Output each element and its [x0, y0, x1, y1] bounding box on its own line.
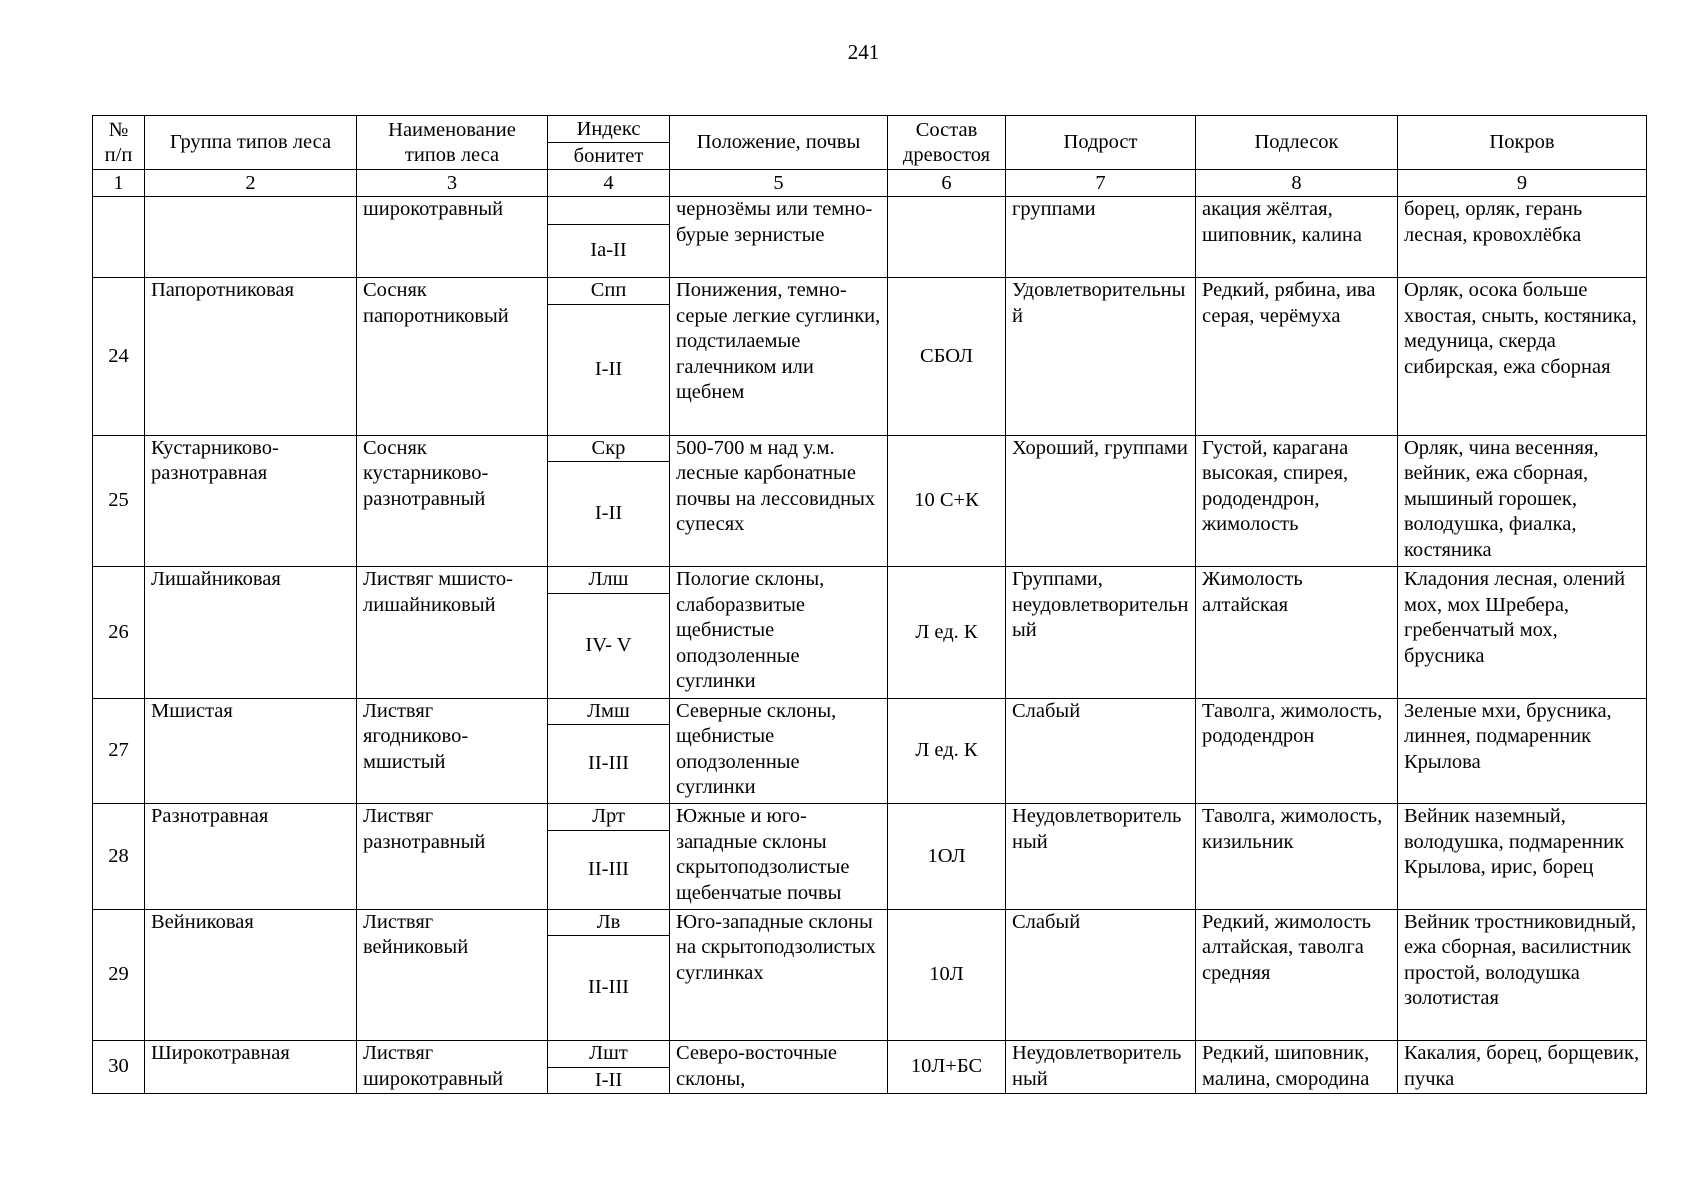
- cell-composition: 1ОЛ: [888, 804, 1006, 910]
- cell-undergrowth: Слабый: [1006, 698, 1196, 804]
- cell-underbrush: Редкий, шиповник, малина, смородина: [1196, 1041, 1398, 1094]
- cell-underbrush: Таволга, жимолость, рододендрон: [1196, 698, 1398, 804]
- cell-index: Лв: [548, 909, 670, 936]
- header-underbrush: Подлесок: [1196, 116, 1398, 170]
- cell-composition: Л ед. К: [888, 567, 1006, 699]
- cell-position-soils: Северные склоны, щебнистые оподзоленные суглинки: [670, 698, 888, 804]
- cell-cover: Какалия, борец, борщевик, пучка: [1398, 1041, 1647, 1094]
- cell-undergrowth: Хороший, группами: [1006, 435, 1196, 567]
- cell-position-soils: Пологие склоны, слаборазвитые щебнистые оподзоленные суглинки: [670, 567, 888, 699]
- cell-group: Широкотравная: [145, 1041, 357, 1094]
- header-composition: Состав древостоя: [888, 116, 1006, 170]
- column-number: 7: [1006, 170, 1196, 197]
- column-number: 8: [1196, 170, 1398, 197]
- header-type-name: Наименование типов леса: [357, 116, 548, 170]
- header-num: № п/п: [93, 116, 145, 170]
- cell-position-soils: чернозёмы или темно-бурые зернистые: [670, 197, 888, 278]
- cell-num: 24: [93, 278, 145, 436]
- cell-group: [145, 197, 357, 278]
- table-row: [93, 435, 1647, 462]
- cell-group: Кустарниково-разнотравная: [145, 435, 357, 567]
- cell-num: 30: [93, 1041, 145, 1094]
- cell-group: Разнотравная: [145, 804, 357, 910]
- table-row: [93, 909, 1647, 936]
- table-header: [93, 116, 1647, 170]
- cell-undergrowth: Группами, неудовлетворительный: [1006, 567, 1196, 699]
- cell-index: [548, 197, 670, 225]
- cell-underbrush: Таволга, жимолость, кизильник: [1196, 804, 1398, 910]
- cell-cover: борец, орляк, герань лесная, кровохлёбка: [1398, 197, 1647, 278]
- cell-num: 27: [93, 698, 145, 804]
- cell-undergrowth: группами: [1006, 197, 1196, 278]
- cell-index: Лмш: [548, 698, 670, 725]
- cell-index: Спп: [548, 278, 670, 305]
- cell-composition: Л ед. К: [888, 698, 1006, 804]
- cell-group: Папоротниковая: [145, 278, 357, 436]
- cell-bonitet: II-III: [548, 725, 670, 804]
- cell-type-name: Листвяг ягодниково-мшистый: [357, 698, 548, 804]
- cell-num: 26: [93, 567, 145, 699]
- cell-bonitet: IV- V: [548, 593, 670, 698]
- cell-index: Лшт: [548, 1041, 670, 1068]
- cell-type-name: Сосняк папоротниковый: [357, 278, 548, 436]
- header-bonitet: бонитет: [548, 143, 670, 170]
- header-undergrowth: Подрост: [1006, 116, 1196, 170]
- cell-underbrush: Жимолость алтайская: [1196, 567, 1398, 699]
- cell-type-name: Сосняк кустарниково-разнотравный: [357, 435, 548, 567]
- cell-group: Лишайниковая: [145, 567, 357, 699]
- cell-cover: Вейник наземный, володушка, подмаренник Крылова, ирис, борец: [1398, 804, 1647, 910]
- column-number: 6: [888, 170, 1006, 197]
- column-number: 1: [93, 170, 145, 197]
- header-group: Группа типов леса: [145, 116, 357, 170]
- cell-cover: Кладония лесная, олений мох, мох Шребера, гребенчатый мох, брусника: [1398, 567, 1647, 699]
- header-position-soils: Положение, почвы: [670, 116, 888, 170]
- cell-type-name: Листвяг вейниковый: [357, 909, 548, 1041]
- cell-underbrush: Редкий, рябина, ива серая, черёмуха: [1196, 278, 1398, 436]
- cell-underbrush: Редкий, жимолость алтайская, таволга средняя: [1196, 909, 1398, 1041]
- cell-composition: 10Л: [888, 909, 1006, 1041]
- column-number: 2: [145, 170, 357, 197]
- cell-composition: [888, 197, 1006, 278]
- cell-position-soils: Понижения, темно-серые легкие суглинки, подстилаемые галечником или щебнем: [670, 278, 888, 436]
- table-row: [93, 567, 1647, 594]
- cell-cover: Орляк, чина весенняя, вейник, ежа сборная, мышиный горошек, володушка, фиалка, костяника: [1398, 435, 1647, 567]
- column-number: 9: [1398, 170, 1647, 197]
- cell-underbrush: Густой, карагана высокая, спирея, рододендрон, жимолость: [1196, 435, 1398, 567]
- cell-composition: 10Л+БС: [888, 1041, 1006, 1094]
- table-row: [93, 804, 1647, 831]
- cell-cover: Зеленые мхи, брусника, линнея, подмаренник Крылова: [1398, 698, 1647, 804]
- cell-composition: 10 С+К: [888, 435, 1006, 567]
- cell-bonitet: I-II: [548, 462, 670, 567]
- column-numbers-row: [93, 170, 1647, 197]
- cell-bonitet: I-II: [548, 1067, 670, 1094]
- table-row: [93, 197, 1647, 225]
- cell-undergrowth: Неудовлетворительный: [1006, 1041, 1196, 1094]
- cell-type-name: Листвяг разнотравный: [357, 804, 548, 910]
- table-body: [93, 170, 1647, 1094]
- cell-bonitet: I-II: [548, 304, 670, 435]
- cell-index: Скр: [548, 435, 670, 462]
- cell-position-soils: 500-700 м над у.м. лесные карбонатные почвы на лессовидных супесях: [670, 435, 888, 567]
- cell-composition: СБОЛ: [888, 278, 1006, 436]
- cell-position-soils: Северо-восточные склоны,: [670, 1041, 888, 1094]
- cell-undergrowth: Удовлетворительный: [1006, 278, 1196, 436]
- page-number: 241: [847, 40, 880, 64]
- table-row: [93, 698, 1647, 725]
- header-index: Индекс: [548, 116, 670, 143]
- cell-num: [93, 197, 145, 278]
- column-number: 5: [670, 170, 888, 197]
- cell-type-name: Листвяг широкотравный: [357, 1041, 548, 1094]
- cell-index: Лрт: [548, 804, 670, 831]
- cell-underbrush: акация жёлтая, шиповник, калина: [1196, 197, 1398, 278]
- cell-index: Ллш: [548, 567, 670, 594]
- cell-type-name: широкотравный: [357, 197, 548, 278]
- column-number: 4: [548, 170, 670, 197]
- cell-cover: Орляк, осока больше хвостая, сныть, костяника, медуница, скерда сибирская, ежа сборная: [1398, 278, 1647, 436]
- cell-num: 25: [93, 435, 145, 567]
- forest-types-table: [92, 115, 1647, 1094]
- cell-position-soils: Юго-западные склоны на скрытоподзолистых суглинках: [670, 909, 888, 1041]
- column-number: 3: [357, 170, 548, 197]
- cell-num: 29: [93, 909, 145, 1041]
- cell-bonitet: II-III: [548, 936, 670, 1041]
- cell-type-name: Листвяг мшисто-лишайниковый: [357, 567, 548, 699]
- cell-bonitet: Ia-II: [548, 225, 670, 278]
- cell-cover: Вейник тростниковидный, ежа сборная, василистник простой, володушка золотистая: [1398, 909, 1647, 1041]
- cell-bonitet: II-III: [548, 830, 670, 909]
- cell-undergrowth: Неудовлетворительный: [1006, 804, 1196, 910]
- table-row: [93, 278, 1647, 305]
- table-row: [93, 1041, 1647, 1068]
- cell-group: Мшистая: [145, 698, 357, 804]
- header-cover: Покров: [1398, 116, 1647, 170]
- cell-undergrowth: Слабый: [1006, 909, 1196, 1041]
- cell-num: 28: [93, 804, 145, 910]
- cell-position-soils: Южные и юго-западные склоны скрытоподзолистые щебенчатые почвы: [670, 804, 888, 910]
- cell-group: Вейниковая: [145, 909, 357, 1041]
